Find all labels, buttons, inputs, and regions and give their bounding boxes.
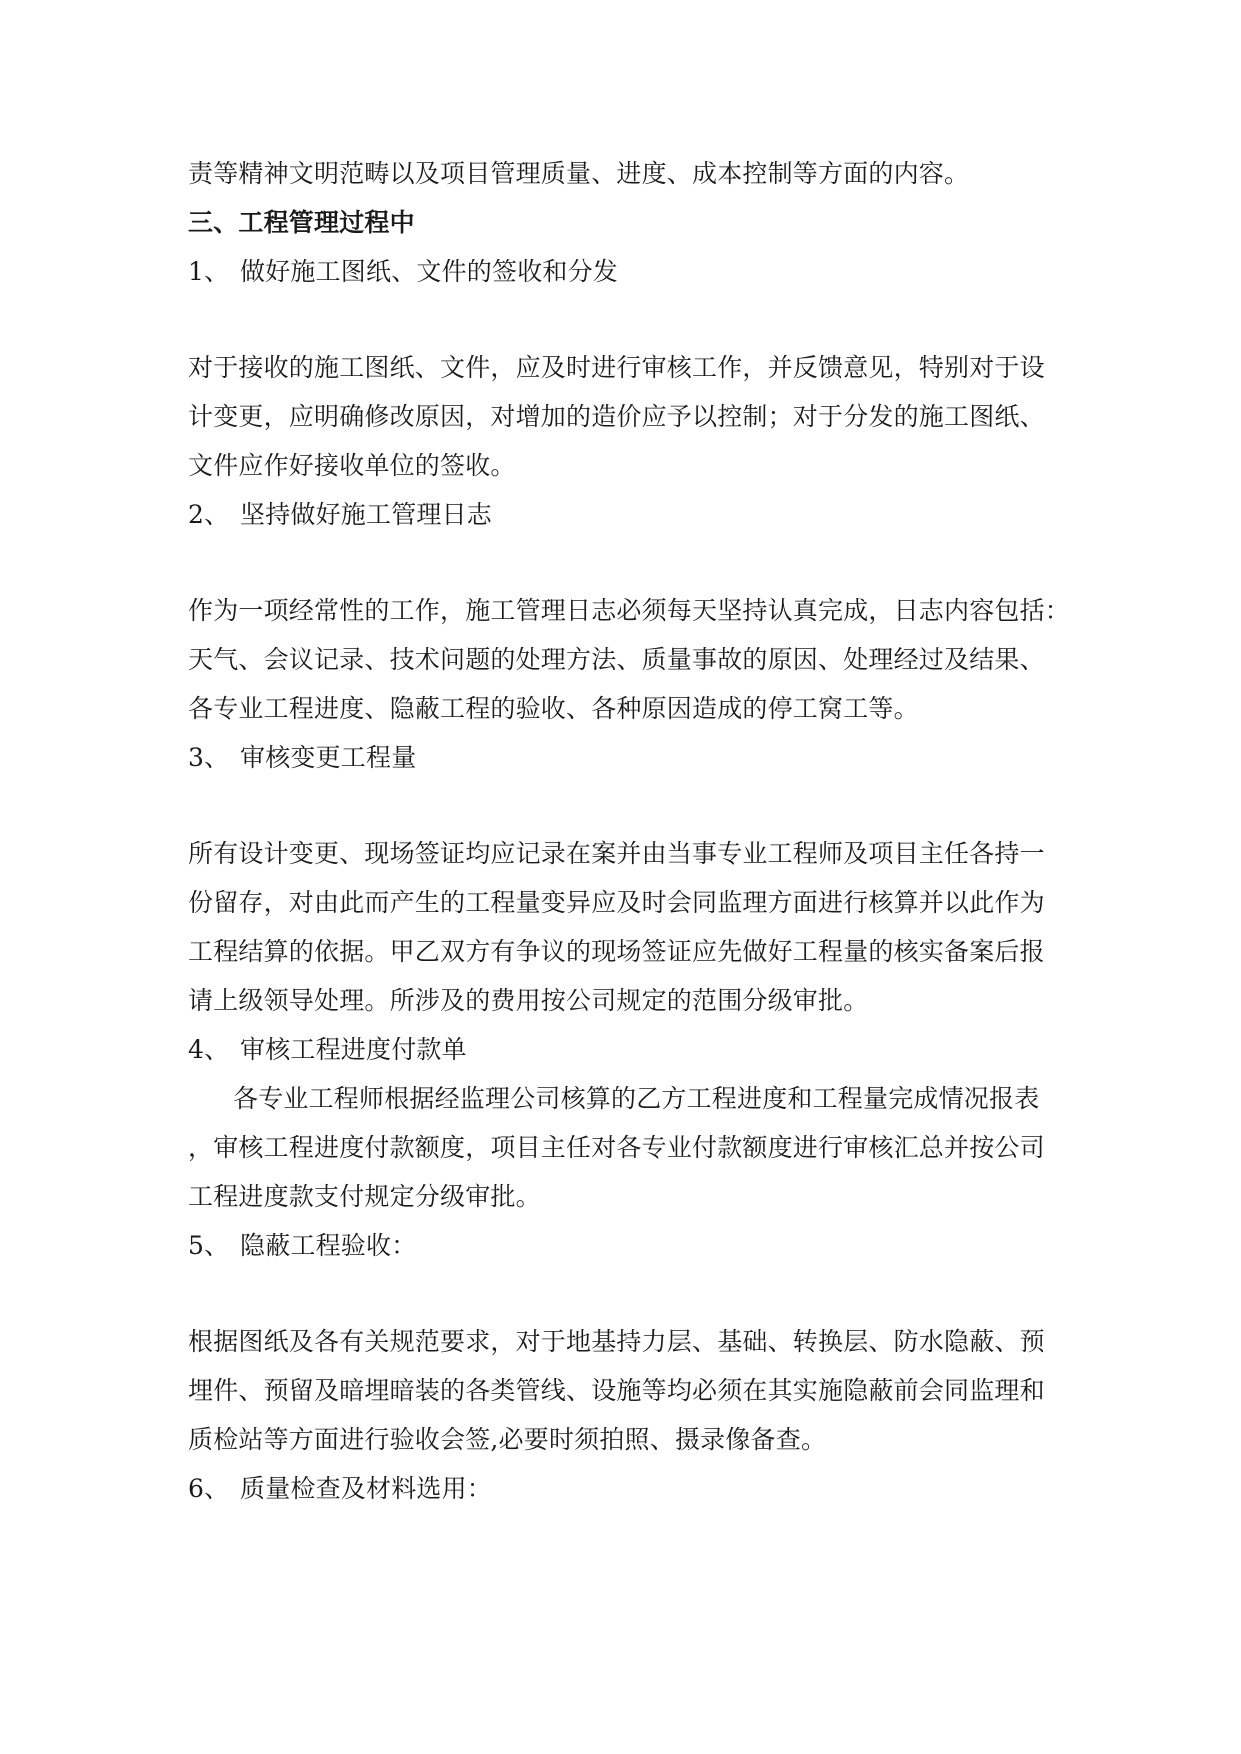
paragraph-line: 所有设计变更、现场签证均应记录在案并由当事专业工程师及项目主任各持一 [188, 839, 1045, 868]
item-title: 做好施工图纸、文件的签收和分发 [240, 257, 619, 286]
paragraph-line: 各专业工程进度、隐蔽工程的验收、各种原因造成的停工窝工等。 [188, 694, 919, 723]
item-number: 1、 [188, 257, 230, 286]
item-number: 4、 [188, 1035, 230, 1064]
item-heading-2 [188, 499, 492, 531]
paragraph-line: 对于接收的施工图纸、文件，应及时进行审核工作，并反馈意见，特别对于设 [188, 353, 1045, 382]
item-heading-4 [188, 1034, 467, 1066]
paragraph-line: 天气、会议记录、技术问题的处理方法、质量事故的原因、处理经过及结果、 [188, 645, 1045, 674]
item-title: 审核工程进度付款单 [240, 1035, 467, 1064]
item-heading-3 [188, 742, 416, 774]
paragraph-line: 质检站等方面进行验收会签,必要时须拍照、摄录像备查。 [188, 1425, 827, 1454]
paragraph-line: 文件应作好接收单位的签收。 [188, 451, 516, 480]
paragraph-line: 作为一项经常性的工作，施工管理日志必须每天坚持认真完成，日志内容包括： [188, 596, 1071, 625]
item-number: 3、 [188, 743, 230, 772]
paragraph-line: 埋件、预留及暗埋暗装的各类管线、设施等均必须在其实施隐蔽前会同监理和 [188, 1376, 1045, 1405]
section-heading: 三、工程管理过程中 [188, 208, 415, 237]
item-heading-5 [188, 1230, 416, 1262]
paragraph-line: 工程结算的依据。甲乙双方有争议的现场签证应先做好工程量的核实备案后报 [188, 937, 1045, 966]
item-number: 5、 [188, 1231, 230, 1260]
item-heading-6 [188, 1473, 492, 1505]
paragraph-line: ，审核工程进度付款额度，项目主任对各专业付款额度进行审核汇总并按公司 [188, 1133, 1045, 1162]
paragraph-line: 各专业工程师根据经监理公司核算的乙方工程进度和工程量完成情况报表 [233, 1084, 1040, 1113]
item-number: 6、 [188, 1474, 230, 1503]
item-title: 审核变更工程量 [240, 743, 417, 772]
paragraph-line: 请上级领导处理。所涉及的费用按公司规定的范围分级审批。 [188, 986, 869, 1015]
item-heading-1 [188, 256, 618, 288]
item-title: 隐蔽工程验收： [240, 1231, 417, 1260]
item-title: 质量检查及材料选用： [240, 1474, 493, 1503]
paragraph-line: 责等精神文明范畴以及项目管理质量、进度、成本控制等方面的内容。 [188, 159, 970, 188]
paragraph-line: 根据图纸及各有关规范要求，对于地基持力层、基础、转换层、防水隐蔽、预 [188, 1327, 1045, 1356]
paragraph-line: 计变更，应明确修改原因，对增加的造价应予以控制；对于分发的施工图纸、 [188, 402, 1045, 431]
paragraph-line: 份留存，对由此而产生的工程量变异应及时会同监理方面进行核算并以此作为 [188, 888, 1045, 917]
paragraph-line: 工程进度款支付规定分级审批。 [188, 1182, 541, 1211]
item-number: 2、 [188, 500, 230, 529]
item-title: 坚持做好施工管理日志 [240, 500, 493, 529]
